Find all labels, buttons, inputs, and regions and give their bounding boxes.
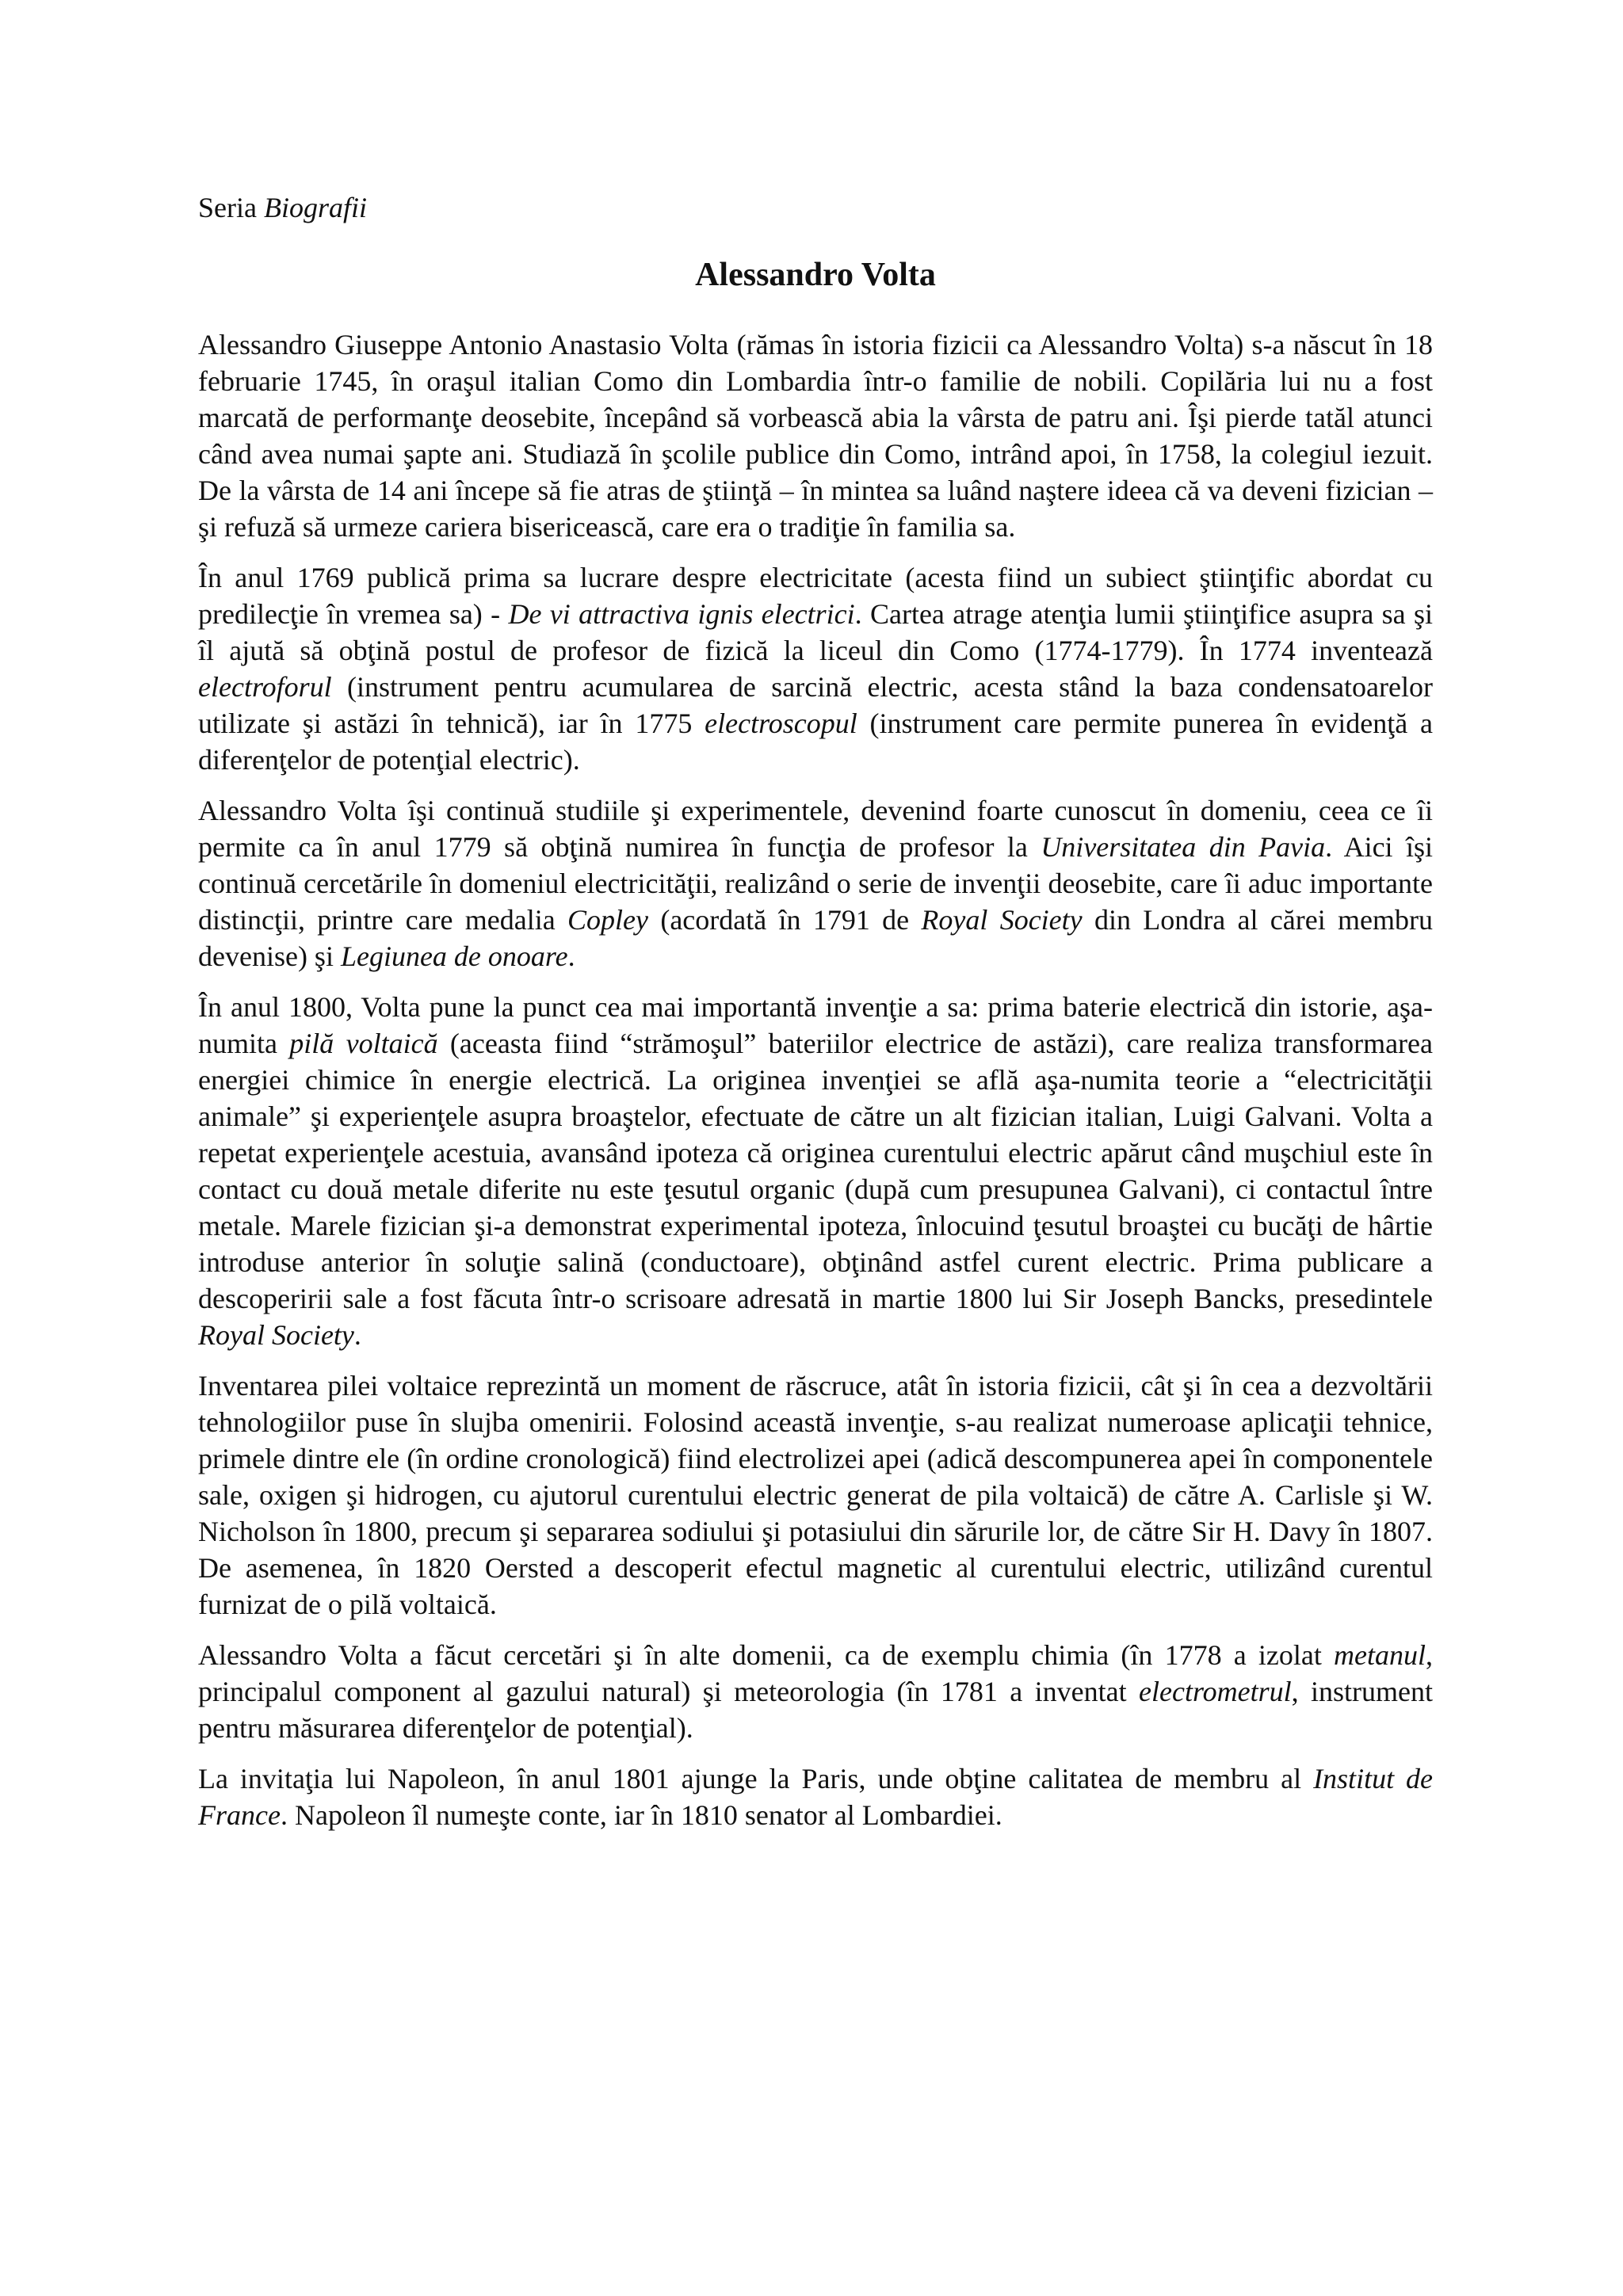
italic-text: pilă voltaică bbox=[289, 1028, 438, 1059]
paragraph-text: . Cartea atrage atenţia lumii ştiinţifice asupra sa şi îl ajută să obţină postul de profesor de fizică la liceul din Como (1774-1779). În 1774 inventează bbox=[198, 598, 1433, 666]
series-name: Biografii bbox=[263, 192, 367, 223]
page-title: Alessandro Volta bbox=[695, 257, 936, 293]
paragraph-text: , instrument pentru măsurarea diferenţelor de potenţial). bbox=[198, 1676, 1434, 1744]
paragraph-text: Inventarea pilei voltaice reprezintă un moment de răscruce, atât în istoria fizicii, cât şi în cea a dezvoltării tehnologiilor puse în slujba omenirii. Folosind această invenţie, s-au realizat numeroase aplicaţii tehnice, primele dintre ele (în ordine cronologică) fiind electrolizei apei (adică descompunerea apei în componentele sale, oxigen şi hidrogen, cu ajutorul curentului electric generat de pila voltaică) de către A. Carlisle şi W. Nicholson în 1800, precum şi separarea sodiului şi potasiului din sărurile lor, de către Sir H. Davy în 1807. De asemenea, în 1820 Oersted a descoperit efectul magnetic al curentului electric, utilizând curentul furnizat de o pilă voltaică. bbox=[198, 1370, 1433, 1620]
paragraph-text: În anul 1800, Volta pune la punct cea mai importantă invenţie a sa: prima baterie electrică din istorie, aşa-numita bbox=[198, 991, 1433, 1059]
italic-text: Copley bbox=[567, 904, 649, 936]
italic-text: electroforul bbox=[198, 671, 332, 703]
paragraph-5 bbox=[198, 1367, 1433, 1623]
paragraph-text: (aceasta fiind “strămoşul” bateriilor electrice de astăzi), care realiza transformarea energiei chimice în energie electrică. La originea invenţiei se află aşa-numita teorie a “electricităţii animale” şi experienţele asupra broaştelor, efectuate de către un alt fizician italian, Luigi Galvani. Volta a repetat experienţele acestuia, avansând ipoteza că originea curentului electric apărut când muşchiul este în contact cu două metale diferite nu este ţesutul organic (după cum presupunea Galvani), ci contactul între metale. Marele fizician şi-a demonstrat experimental ipoteza, înlocuind ţesutul broaştei cu bucăţi de hârtie introduse anterior în soluţie salină (conductoare), obţinând astfel curent electric. Prima publicare a descoperirii sale a fost făcuta într-o scrisoare adresată in martie 1800 lui Sir Joseph Bancks, presedintele bbox=[198, 1028, 1433, 1314]
italic-text: De vi attractiva ignis electrici bbox=[508, 598, 855, 630]
paragraph-text: Alessandro Volta a făcut cercetări şi în alte domenii, ca de exemplu chimia (în 1778 a izolat bbox=[198, 1639, 1335, 1671]
italic-text: Universitatea din Pavia bbox=[1041, 831, 1326, 863]
paragraph-text: (instrument pentru acumularea de sarcină electric, acesta stând la baza condensatoarelor utilizate şi astăzi în tehnică), iar în 1775 bbox=[198, 671, 1433, 739]
italic-text: electrometrul bbox=[1139, 1676, 1292, 1707]
paragraph-text: . bbox=[567, 940, 575, 972]
paragraph-text: (acordată în 1791 de bbox=[648, 904, 922, 936]
italic-text: Royal Society bbox=[921, 904, 1083, 936]
paragraph-text: În anul 1769 publică prima sa lucrare despre electricitate (acesta fiind un subiect ştiinţific abordat cu predilecţie în vremea sa) - bbox=[198, 562, 1433, 630]
paragraph-4 bbox=[198, 989, 1433, 1353]
paragraph-text: . bbox=[353, 1319, 361, 1351]
paragraph-text: La invitaţia lui Napoleon, în anul 1801 ajunge la Paris, unde obţine calitatea de membru al bbox=[198, 1763, 1314, 1794]
italic-text: Royal Society bbox=[198, 1319, 354, 1351]
paragraph-7 bbox=[198, 1760, 1433, 1833]
paragraph-2 bbox=[198, 559, 1433, 778]
paragraph-1 bbox=[198, 326, 1433, 545]
paragraph-text: . Aici îşi continuă cercetările în domeniul electricităţii, realizând o serie de invenţii deosebite, care îi aduc importante distincţii, printre care medalia bbox=[198, 831, 1433, 936]
paragraph-text: , principalul component al gazului natural) şi meteorologia (în 1781 a inventat bbox=[198, 1639, 1433, 1707]
paragraph-6 bbox=[198, 1637, 1433, 1746]
paragraph-text: din Londra al cărei membru devenise) şi bbox=[198, 904, 1433, 972]
series-label bbox=[198, 190, 1433, 225]
paragraph-text: Alessandro Volta îşi continuă studiile şi experimentele, devenind foarte cunoscut în domeniu, ceea ce îi permite ca în anul 1779 să obţină numirea în funcţia de profesor la bbox=[198, 795, 1433, 863]
italic-text: metanul bbox=[1334, 1639, 1426, 1671]
italic-text: Legiunea de onoare bbox=[340, 940, 568, 972]
series-prefix: Seria bbox=[198, 192, 264, 223]
italic-text: Institut de France bbox=[198, 1763, 1434, 1831]
article-body bbox=[198, 326, 1433, 1833]
paragraph-3 bbox=[198, 792, 1433, 974]
document-page bbox=[198, 190, 1433, 1848]
paragraph-text: Alessandro Giuseppe Antonio Anastasio Volta (rămas în istoria fizicii ca Alessandro Volta) s-a născut în 18 februarie 1745, în oraşul italian Como din Lombardia într-o familie de nobili. Copilăria lui nu a fost marcată de performanţe deosebite, începând să vorbească abia la vârsta de patru ani. Îşi pierde tatăl atunci când avea numai şapte ani. Studiază în şcolile publice din Como, intrând apoi, în 1758, la colegiul iezuit. De la vârsta de 14 ani începe să fie atras de ştiinţă – în mintea sa luând naştere ideea că va deveni fizician – şi refuză să urmeze cariera bisericească, care era o tradiţie în familia sa. bbox=[198, 329, 1433, 543]
paragraph-text: . Napoleon îl numeşte conte, iar în 1810 senator al Lombardiei. bbox=[280, 1799, 1002, 1831]
italic-text: electroscopul bbox=[705, 707, 857, 739]
paragraph-text: (instrument care permite punerea în evidenţă a diferenţelor de potenţial electric). bbox=[198, 707, 1433, 776]
